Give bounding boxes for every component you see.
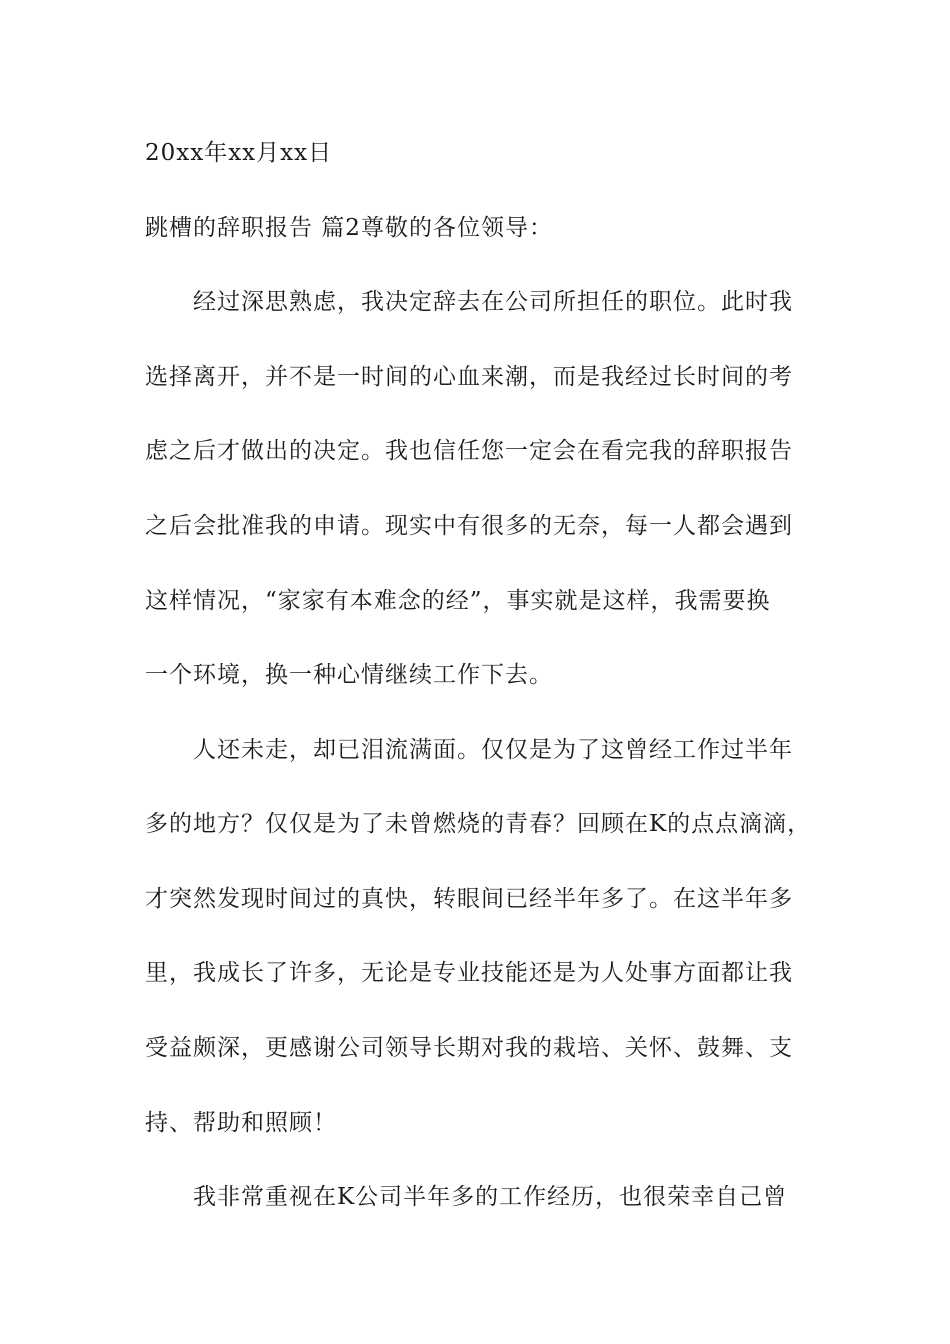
body-line: 里，我成长了许多，无论是专业技能还是为人处事方面都让我 <box>145 960 793 986</box>
body-line: 才突然发现时间过的真快，转眼间已经半年多了。在这半年多 <box>145 886 793 912</box>
body-line: 人还未走，却已泪流满面。仅仅是为了这曾经工作过半年 <box>145 737 793 763</box>
body-line: 我非常重视在K公司半年多的工作经历，也很荣幸自己曾 <box>145 1184 788 1210</box>
body-line: 虑之后才做出的决定。我也信任您一定会在看完我的辞职报告 <box>145 438 793 464</box>
body-line: 之后会批准我的申请。现实中有很多的无奈，每一人都会遇到 <box>145 513 793 539</box>
report-heading: 跳槽的辞职报告 篇2尊敬的各位领导： <box>145 215 553 241</box>
body-line: 多的地方？仅仅是为了未曾燃烧的青春？回顾在K的点点滴滴， <box>145 811 812 837</box>
body-line: 经过深思熟虑，我决定辞去在公司所担任的职位。此时我 <box>145 289 793 315</box>
date-line: 20xx年xx月xx日 <box>145 140 333 166</box>
body-line: 一个环境，换一种心情继续工作下去。 <box>145 662 553 688</box>
body-line: 持、帮助和照顾！ <box>145 1110 337 1136</box>
body-line: 这样情况，“家家有本难念的经”，事实就是这样，我需要换 <box>145 588 771 614</box>
body-line: 受益颇深，更感谢公司领导长期对我的栽培、关怀、鼓舞、支 <box>145 1035 793 1061</box>
body-line: 选择离开，并不是一时间的心血来潮，而是我经过长时间的考 <box>145 364 793 390</box>
